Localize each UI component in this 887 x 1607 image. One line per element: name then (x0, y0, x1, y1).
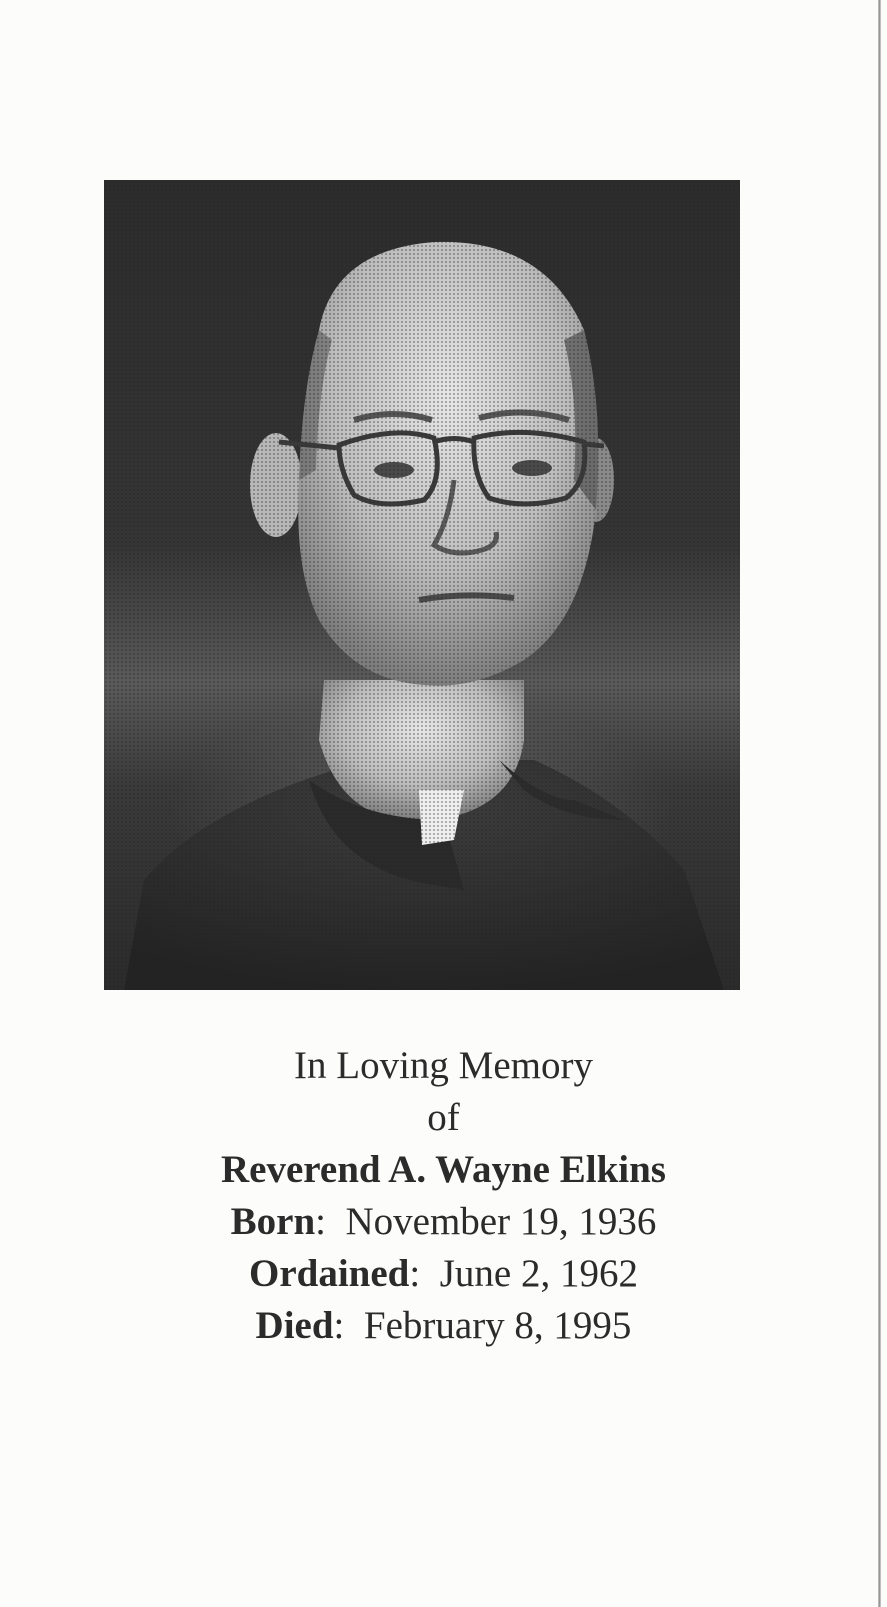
died-date: February 8, 1995 (363, 1304, 632, 1347)
ordained-label: Ordained (249, 1252, 410, 1295)
portrait-photo (104, 180, 740, 990)
deceased-name: Reverend A. Wayne Elkins (221, 1148, 666, 1191)
memorial-caption (0, 1040, 887, 1352)
died-label: Died (255, 1304, 334, 1347)
card-edge (878, 0, 881, 1607)
ordained-line: Ordained: June 2, 1962 (249, 1252, 638, 1295)
died-line: Died: February 8, 1995 (255, 1304, 632, 1347)
ordained-date: June 2, 1962 (439, 1252, 638, 1295)
memorial-connector: of (427, 1096, 460, 1139)
born-label: Born (230, 1200, 316, 1243)
born-line: Born: November 19, 1936 (230, 1200, 657, 1243)
born-date: November 19, 1936 (345, 1200, 657, 1243)
memorial-heading: In Loving Memory (294, 1044, 593, 1087)
